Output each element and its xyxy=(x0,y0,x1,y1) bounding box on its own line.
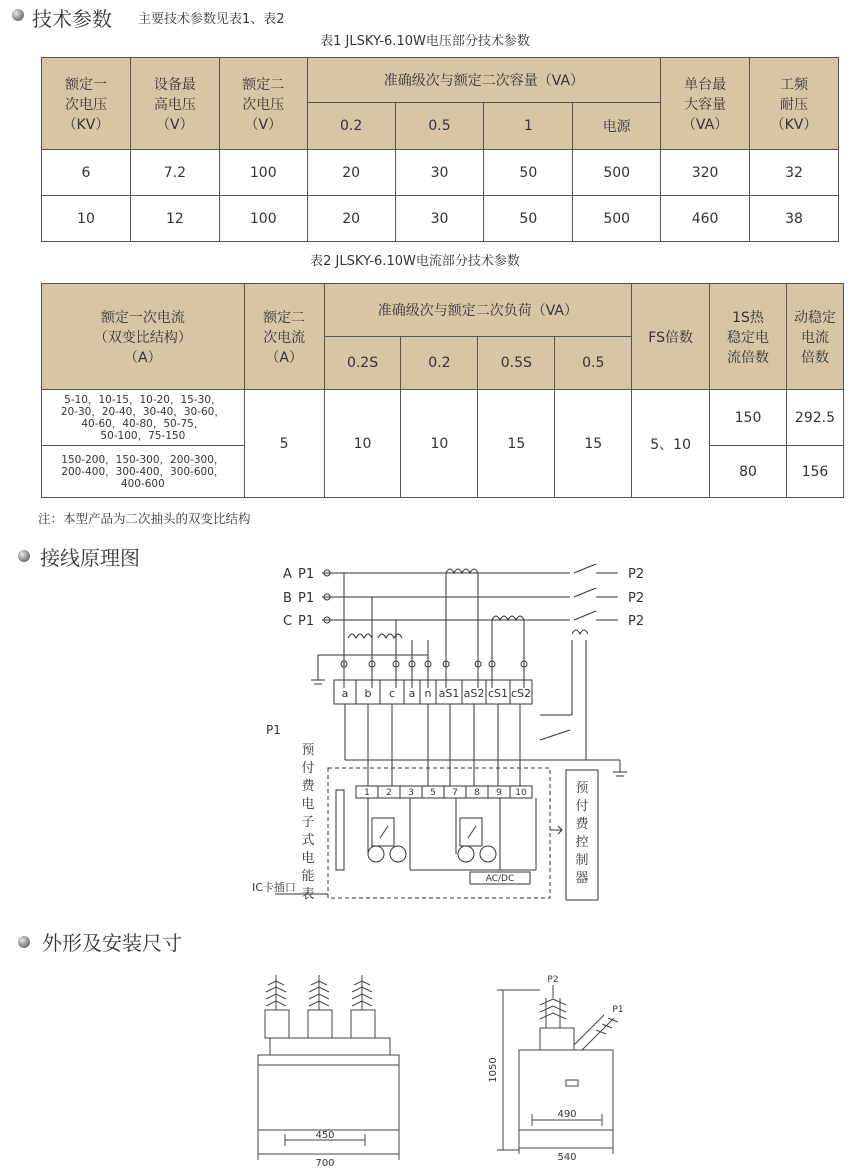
t1-header-acc-1: 0.5 xyxy=(395,103,484,150)
meter-terminal: 8 xyxy=(474,788,480,798)
ic-slot-label: IC卡插口 xyxy=(252,881,296,894)
phase-label: B xyxy=(283,591,292,606)
meter-terminal: 3 xyxy=(408,788,414,798)
t2-hdr-line: 次电流 xyxy=(263,329,306,346)
t1-hdr-line: （V） xyxy=(244,116,283,133)
terminal-label: a xyxy=(341,687,349,700)
ratio-line: 20-30，20-40，30-40，30-60， xyxy=(60,405,225,418)
table-cell: 10 xyxy=(42,196,131,242)
table-cell: 156 xyxy=(786,446,843,498)
t1-header-acc-3: 电源 xyxy=(573,103,661,150)
table-cell: 20 xyxy=(307,196,395,242)
t2-hdr-line: 倍数 xyxy=(800,349,829,366)
dim-side-p1: P1 xyxy=(612,1005,624,1015)
t2-hdr-line: 动稳定 xyxy=(793,309,836,326)
t1-hdr-line: （VA） xyxy=(681,116,729,133)
t2-hdr-line: 稳定电 xyxy=(727,329,769,346)
table-cell: 15 xyxy=(478,390,555,498)
footnote: 注：本型产品为二次抽头的双变比结构 xyxy=(38,511,251,526)
section-title-tech-params: 技术参数 xyxy=(32,7,112,31)
t1-hdr-line: 额定一 xyxy=(64,76,107,93)
terminal-label: aS2 xyxy=(463,687,485,700)
dim-front-inner: 450 xyxy=(315,1130,335,1141)
t1-hdr-line: （V） xyxy=(156,116,194,133)
terminal-label: aS1 xyxy=(438,687,460,700)
table-cell: 50 xyxy=(484,150,573,196)
terminal-label: cS2 xyxy=(510,687,532,700)
table-cell: 150 xyxy=(710,390,787,446)
meter-label-char: 能 xyxy=(301,869,315,884)
t2-header-acc-1: 0.2 xyxy=(401,337,478,390)
t1-hdr-line: 设备最 xyxy=(153,76,196,93)
table-cell: 38 xyxy=(750,196,839,242)
t1-hdr-line: 次电压 xyxy=(64,96,107,113)
t1-header-acc-2: 1 xyxy=(484,103,573,150)
ratio-line: 150-200，150-300，200-300， xyxy=(61,453,225,466)
meter-label-char: 预 xyxy=(301,743,315,758)
p1-label: P1 xyxy=(298,614,315,629)
acdc-label: AC/DC xyxy=(485,874,515,884)
t1-hdr-line: 额定二 xyxy=(242,76,285,93)
t2-hdr-line: （A） xyxy=(124,349,162,366)
controller-label-char: 费 xyxy=(575,817,589,832)
t2-hdr-line: （双变比结构） xyxy=(93,329,192,346)
insulator-icon xyxy=(308,975,332,1038)
t1-hdr-line: 高电压 xyxy=(153,96,196,113)
meter-terminal: 1 xyxy=(364,788,370,798)
section-subtitle: 主要技术参数见表1、表2 xyxy=(138,12,285,27)
controller-label-char: 控 xyxy=(575,835,589,850)
t2-header-acc-0: 0.2S xyxy=(324,337,401,390)
insulator-icon xyxy=(265,975,289,1038)
table-cell: 30 xyxy=(395,150,484,196)
table-cell: 32 xyxy=(750,150,839,196)
controller-label-char: 器 xyxy=(575,871,589,886)
table-cell: 460 xyxy=(661,196,750,242)
meter-label-char: 子 xyxy=(301,815,315,830)
ratio-line: 400-600 xyxy=(120,477,165,490)
meter-terminal: 10 xyxy=(515,788,527,798)
t2-header-acc-2: 0.5S xyxy=(478,337,555,390)
t2-hdr-line: 流倍数 xyxy=(727,349,769,366)
table-cell: 20 xyxy=(307,150,395,196)
dim-front-outer: 700 xyxy=(315,1158,335,1169)
table-cell: 5 xyxy=(244,390,324,498)
table-cell: 30 xyxy=(395,196,484,242)
t1-header-acc-0: 0.2 xyxy=(307,103,395,150)
meter-terminal: 5 xyxy=(430,788,436,798)
ratio-line: 200-400，300-400，300-600， xyxy=(61,465,225,478)
p1-label: P1 xyxy=(298,567,315,582)
t1-hdr-line: 次电压 xyxy=(242,96,285,113)
t2-hdr-line: 额定一次电流 xyxy=(100,309,185,326)
table-cell: 80 xyxy=(710,446,787,498)
controller-label-char: 付 xyxy=(575,799,589,814)
table-cell: 12 xyxy=(130,196,219,242)
p1-label: P1 xyxy=(298,591,315,606)
meter-label-char: 表 xyxy=(301,887,315,902)
p2-label: P2 xyxy=(628,567,645,582)
dim-side-outer: 540 xyxy=(557,1152,577,1163)
terminal-label: cS1 xyxy=(487,687,509,700)
insulator-icon xyxy=(351,975,375,1038)
dim-side-inner: 490 xyxy=(557,1109,577,1120)
t1-hdr-line: （KV） xyxy=(62,116,110,133)
meter-label-char: 式 xyxy=(301,833,315,848)
controller-label-char: 制 xyxy=(575,853,589,868)
table-cell: 100 xyxy=(219,150,307,196)
table-cell: 500 xyxy=(573,150,661,196)
t1-hdr-line: 大容量 xyxy=(684,96,727,113)
table-cell: 292.5 xyxy=(786,390,843,446)
table-cell: 6 xyxy=(42,150,131,196)
t1-header-accuracy-group: 准确级次与额定二次容量（VA） xyxy=(307,58,660,103)
terminal-label: c xyxy=(388,687,396,700)
table-cell: 320 xyxy=(661,150,750,196)
t2-header-fs: FS倍数 xyxy=(632,284,710,390)
t1-hdr-line: 工频 xyxy=(780,76,809,93)
meter-label-char: 费 xyxy=(301,779,315,794)
table-cell: 7.2 xyxy=(130,150,219,196)
table-cell: 15 xyxy=(555,390,632,498)
phase-label: C xyxy=(283,614,293,629)
meter-label-char: 电 xyxy=(301,851,315,866)
section-title-dimensions: 外形及安装尺寸 xyxy=(42,931,182,955)
table-cell: 10 xyxy=(401,390,478,498)
p2-label: P2 xyxy=(628,614,645,629)
controller-label-char: 预 xyxy=(575,781,589,796)
meter-label-char: 付 xyxy=(301,761,315,776)
t1-hdr-line: 单台最 xyxy=(684,76,727,93)
t2-hdr-line: 额定二 xyxy=(263,309,306,326)
terminal-label: b xyxy=(364,687,372,700)
terminal-label: n xyxy=(424,687,432,700)
t2-hdr-line: （A） xyxy=(265,349,303,366)
meter-terminal: 2 xyxy=(386,788,392,798)
table2-caption: 表2 JLSKY-6.10W电流部分技术参数 xyxy=(310,254,520,269)
table-cell: 500 xyxy=(573,196,661,242)
table-cell: 100 xyxy=(219,196,307,242)
ratio-line: 40-60，40-80，50-75， xyxy=(81,417,205,430)
meter-label-char: 电 xyxy=(301,797,315,812)
section-title-wiring: 接线原理图 xyxy=(40,546,140,570)
t1-hdr-line: 耐压 xyxy=(780,96,809,113)
meter-terminal: 9 xyxy=(496,788,502,798)
table1-caption: 表1 JLSKY-6.10W电压部分技术参数 xyxy=(320,34,530,49)
dim-side-p2: P2 xyxy=(547,975,559,985)
t1-hdr-line: （KV） xyxy=(770,116,818,133)
table-cell: 50 xyxy=(484,196,573,242)
p1-side-label: P1 xyxy=(266,723,281,737)
table-cell: 5、10 xyxy=(632,390,710,498)
t2-hdr-line: 1S热 xyxy=(732,309,764,326)
t2-header-accuracy-group: 准确级次与额定二次负荷（VA） xyxy=(324,284,632,337)
meter-terminal: 7 xyxy=(452,788,458,798)
ratio-line: 5-10，10-15，10-20，15-30， xyxy=(64,393,222,406)
t2-hdr-line: 电流 xyxy=(800,329,829,346)
dim-side-height: 1050 xyxy=(488,1057,499,1083)
terminal-label: a xyxy=(408,687,416,700)
table-cell: 10 xyxy=(324,390,401,498)
side-view xyxy=(497,985,618,1154)
ratio-line: 50-100，75-150 xyxy=(100,429,186,442)
t2-header-acc-3: 0.5 xyxy=(555,337,632,390)
p2-label: P2 xyxy=(628,591,645,606)
phase-label: A xyxy=(283,567,292,582)
